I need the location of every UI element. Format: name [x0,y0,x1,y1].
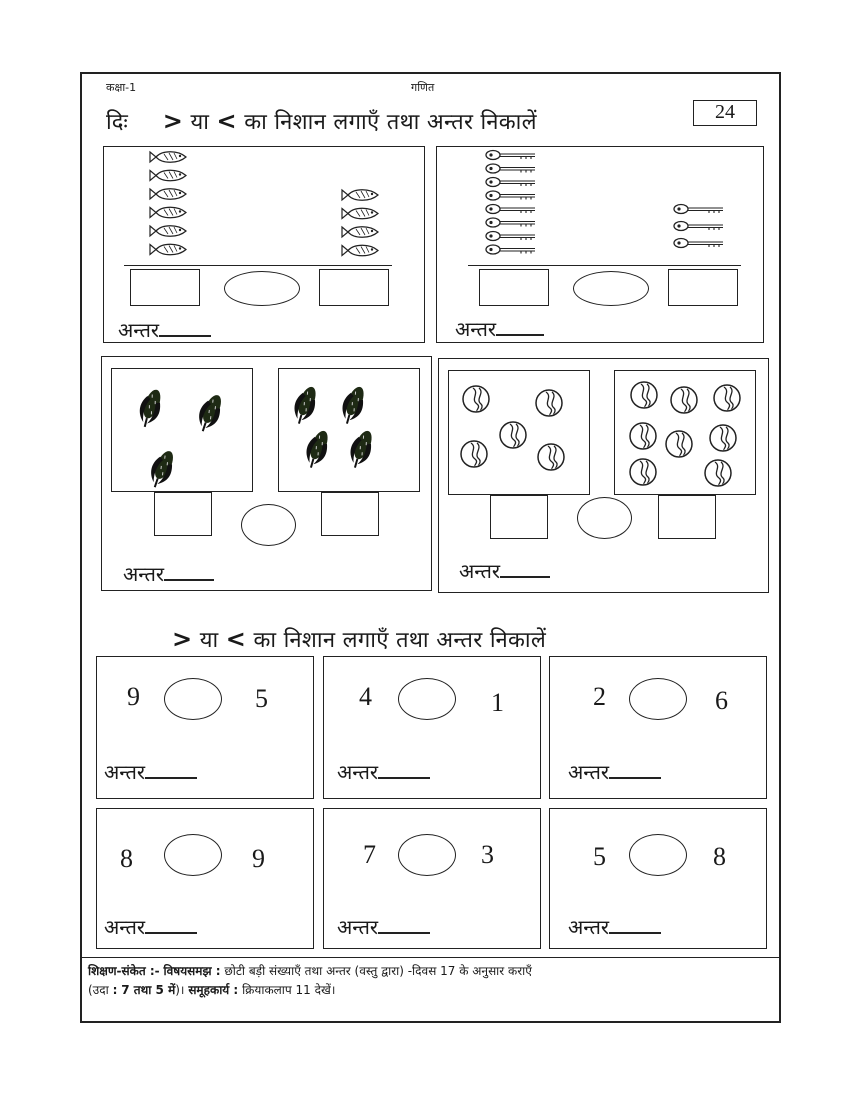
teaching-hint-label: शिक्षण-संकेत :- [88,964,160,978]
ball-icon [710,425,736,451]
difference-blank[interactable] [496,318,544,336]
group-work-text: क्रियाकलाप 11 देखें। [242,983,336,997]
sign-oval[interactable] [577,497,632,539]
example-suffix: )। [175,983,185,997]
fish-icon [150,207,186,218]
page-number: 24 [693,100,757,126]
answer-box-right[interactable] [668,269,738,306]
corn-icon [289,383,322,427]
example-colon: : [112,983,118,997]
corn-icon [145,447,180,491]
greater-than-sign: > [172,625,193,653]
key-icon [486,218,535,227]
number-right: 9 [252,844,265,873]
ball-icon [630,459,656,485]
teaching-notes [88,962,532,1000]
answer-box-left[interactable] [130,269,200,306]
key-icon [674,205,723,214]
instruction-text: का निशान लगाएँ तथा अन्तर निकालें [253,628,547,653]
number-left: 2 [593,682,606,711]
difference-label: अन्तर [568,915,610,939]
difference-blank[interactable] [609,916,661,934]
difference-blank[interactable] [609,761,661,779]
key-icon [486,245,535,254]
difference-blank[interactable] [159,319,211,337]
difference-label: अन्तर [118,318,160,342]
ball-icon [705,460,731,486]
difference-label: अन्तर [568,760,610,784]
difference-label: अन्तर [123,562,165,586]
difference-label: अन्तर [459,559,501,583]
corn-icon [337,383,370,427]
corn-icon [301,427,334,471]
corn-icon [345,427,378,471]
key-icon [486,178,535,187]
less-than-sign: < [216,107,237,135]
sign-oval[interactable] [224,271,300,306]
difference-label: अन्तर [337,760,379,784]
difference-label: अन्तर [104,915,146,939]
fish-icon [150,189,186,200]
difference-label: अन्तर [455,317,497,341]
greater-than-sign: > [162,107,184,135]
example-prefix: (उदा [88,983,109,997]
difference-label: अन्तर [104,760,146,784]
answer-box-right[interactable] [319,269,389,306]
number-left: 8 [120,844,133,873]
sign-oval[interactable] [398,834,456,876]
ball-icon [666,431,692,457]
ball-icon [461,441,487,467]
difference-blank[interactable] [164,563,214,581]
fish-icon [150,226,186,237]
divider-line [468,265,741,266]
difference-blank[interactable] [145,761,197,779]
ball-frame-right [614,370,756,495]
fish-group-left [148,150,188,266]
less-than-sign: < [225,625,247,653]
ball-icon [536,390,562,416]
difference-blank[interactable] [378,761,430,779]
corn-icon [193,391,228,435]
sign-oval[interactable] [164,834,222,876]
difference-field [455,315,544,342]
difference-blank[interactable] [500,560,550,578]
instruction-top [106,106,537,136]
answer-box-right[interactable] [658,495,716,539]
number-right: 3 [481,840,494,869]
instruction-numbers [172,624,546,654]
answer-box-left[interactable] [154,492,212,536]
instruction-prefix: दिः [106,110,129,135]
difference-field [118,316,211,343]
ball-frame-left [448,370,590,495]
group-work-label: समूहकार्य : [188,983,239,997]
divider-line [124,265,392,266]
ball-icon [714,385,740,411]
number-left: 4 [359,682,372,711]
key-icon [486,191,535,200]
difference-field [123,560,214,587]
key-icon [674,222,723,231]
sign-oval[interactable] [629,678,687,720]
key-icon [486,151,535,160]
fish-icon [342,190,378,201]
number-left: 5 [593,842,606,871]
ball-icon [538,444,564,470]
example-values: 7 तथा 5 में [121,983,176,997]
ball-icon [463,386,489,412]
ball-icon [631,382,657,408]
difference-field [104,758,197,785]
fish-icon [342,245,378,256]
difference-field [568,913,661,940]
fish-icon [342,227,378,238]
corn-frame-left [111,368,253,492]
difference-blank[interactable] [145,916,197,934]
instruction-or: या [190,110,210,135]
footer-divider [80,957,781,958]
sign-oval[interactable] [398,678,456,720]
number-right: 1 [491,688,504,717]
difference-field [337,758,430,785]
answer-box-right[interactable] [321,492,379,536]
ball-icon [500,422,526,448]
difference-field [104,913,197,940]
teaching-note-text: छोटी बड़ी संख्याएँ तथा अन्तर (वस्तु द्वारा) -दिवस 17 के अनुसार कराएँ [224,964,532,978]
number-right: 6 [715,686,728,715]
difference-field [568,758,661,785]
key-icon [486,232,535,241]
key-icon [486,164,535,173]
teaching-note-line-1 [88,962,532,981]
fish-group-right [340,188,380,268]
answer-box-left[interactable] [490,495,548,539]
number-left: 9 [127,682,140,711]
fish-icon [150,152,186,163]
difference-blank[interactable] [378,916,430,934]
subject-understanding-label: विषयसमझ : [163,964,221,978]
teaching-note-line-2 [88,981,532,1000]
difference-label: अन्तर [337,915,379,939]
key-group-right [673,204,728,256]
fish-icon [150,170,186,181]
class-label: कक्षा-1 [106,81,137,94]
fish-icon [150,244,186,255]
difference-field [337,913,430,940]
number-left: 7 [363,840,376,869]
sign-oval[interactable] [164,678,222,720]
key-icon [486,205,535,214]
number-right: 5 [255,684,268,713]
difference-field [459,557,550,584]
sign-oval[interactable] [241,504,296,546]
sign-oval[interactable] [573,271,649,306]
corn-frame-right [278,368,420,492]
ball-icon [630,423,656,449]
subject-label: गणित [411,81,435,94]
key-group-left [485,150,540,266]
fish-icon [342,208,378,219]
key-icon [674,239,723,248]
corn-icon [134,386,166,429]
number-right: 8 [713,842,726,871]
sign-oval[interactable] [629,834,687,876]
instruction-or: या [199,628,219,653]
ball-icon [671,387,697,413]
answer-box-left[interactable] [479,269,549,306]
instruction-text: का निशान लगाएँ तथा अन्तर निकालें [244,110,537,135]
